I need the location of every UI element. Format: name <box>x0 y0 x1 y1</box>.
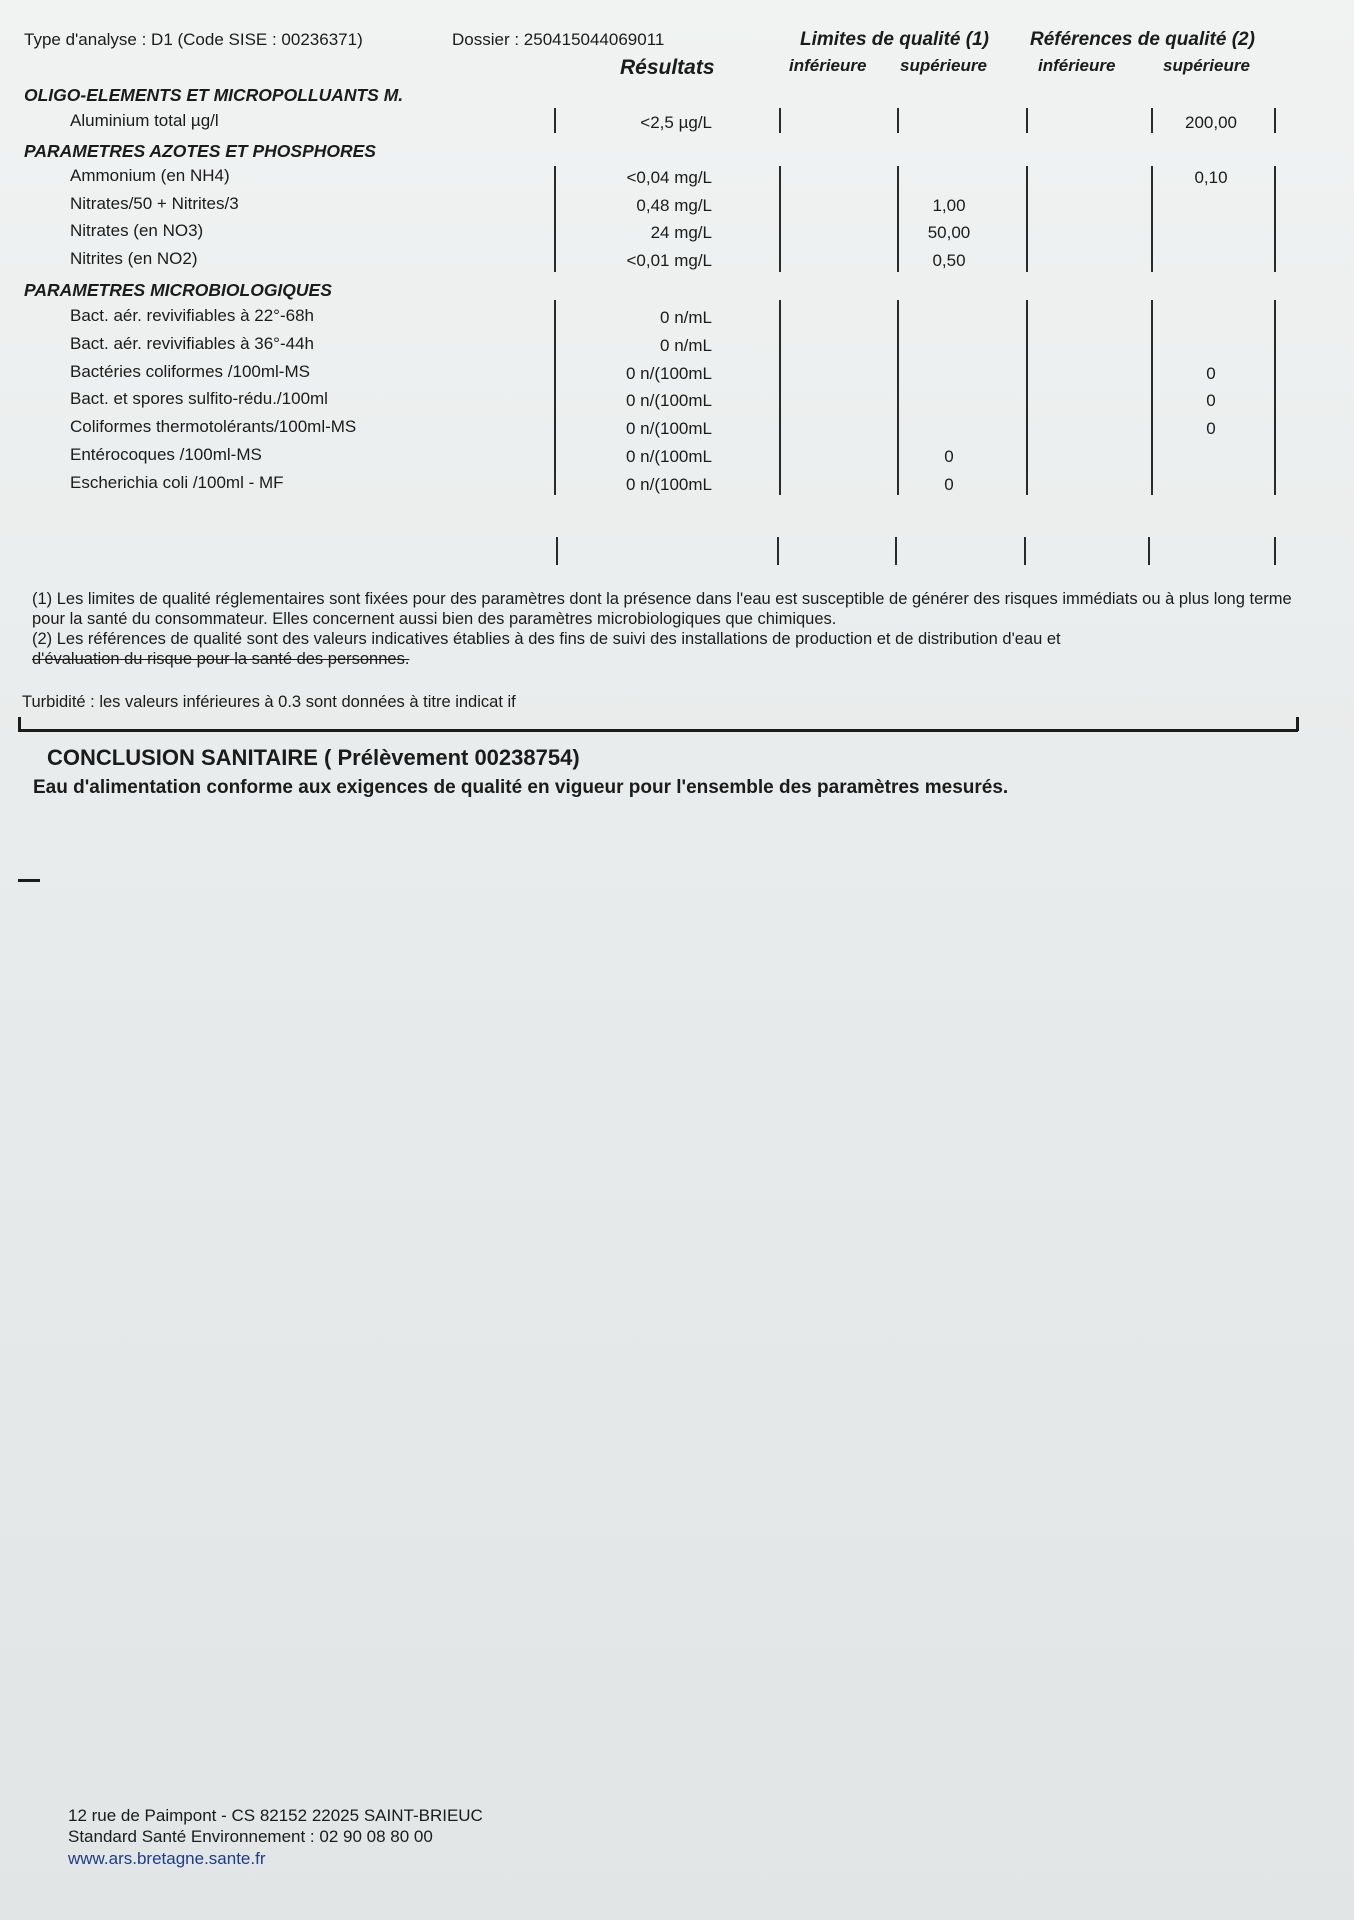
footnote-2-continued: d'évaluation du risque pour la santé des personnes. <box>32 650 410 668</box>
footer-website-link[interactable]: www.ars.bretagne.sante.fr <box>68 1849 266 1868</box>
limit-upper-value: 0 <box>944 447 954 466</box>
column-divider <box>556 537 558 565</box>
turbidity-note: Turbidité : les valeurs inférieures à 0.3 sont données à titre indicat if <box>22 693 516 711</box>
column-divider <box>1026 108 1028 133</box>
parameter-name: Ammonium (en NH4) <box>70 166 230 185</box>
limit-upper-value: 0 <box>944 475 954 494</box>
limits-lower-heading: inférieure <box>789 56 867 75</box>
footer-address: 12 rue de Paimpont - CS 82152 22025 SAINT-BRIEUC <box>68 1806 483 1825</box>
parameter-name: Bact. aér. revivifiables à 36°-44h <box>70 334 314 353</box>
parameter-name: Bact. aér. revivifiables à 22°-68h <box>70 306 314 325</box>
parameter-name: Nitrates/50 + Nitrites/3 <box>70 194 239 213</box>
section-title: PARAMETRES AZOTES ET PHOSPHORES <box>24 141 376 161</box>
result-value: 0 n/(100mL <box>626 419 712 438</box>
result-value: 0 n/mL <box>660 336 712 355</box>
section-separator <box>18 729 1298 732</box>
column-divider <box>779 166 781 272</box>
parameter-name: Bactéries coliformes /100ml-MS <box>70 362 310 381</box>
result-value: 0 n/(100mL <box>626 364 712 383</box>
margin-dash <box>18 879 40 882</box>
references-heading: Références de qualité (2) <box>1030 29 1255 50</box>
ref-upper-value: 200,00 <box>1185 113 1237 132</box>
parameter-name: Nitrites (en NO2) <box>70 249 198 268</box>
column-divider <box>895 537 897 565</box>
column-divider <box>777 537 779 565</box>
parameter-name: Escherichia coli /100ml - MF <box>70 473 284 492</box>
column-divider <box>1274 537 1276 565</box>
ref-upper-value: 0,10 <box>1194 168 1228 187</box>
column-divider <box>779 300 781 495</box>
column-divider <box>1274 108 1276 133</box>
analysis-type: Type d'analyse : D1 (Code SISE : 00236371) <box>24 30 363 49</box>
conclusion-title: CONCLUSION SANITAIRE ( Prélèvement 00238754) <box>47 745 580 770</box>
ref-upper-value: 0 <box>1206 419 1216 438</box>
column-divider <box>1151 166 1153 272</box>
result-value: <0,04 mg/L <box>626 168 712 187</box>
result-value: <0,01 mg/L <box>626 251 712 270</box>
result-value: 0 n/(100mL <box>626 475 712 494</box>
footnote-1: (1) Les limites de qualité réglementaires sont fixées pour des paramètres dont la présence dans l'eau est susceptible de générer des risques immédiats ou à plus long terme pour la santé du consommateur. Elles concernent aussi bien des paramètres microbiologiques que chimiques. <box>32 590 1292 628</box>
column-divider <box>897 166 899 272</box>
column-divider <box>1151 108 1153 133</box>
parameter-name: Entérocoques /100ml-MS <box>70 445 262 464</box>
limit-upper-value: 50,00 <box>927 223 971 242</box>
column-divider <box>1274 166 1276 272</box>
results-heading: Résultats <box>620 56 715 79</box>
column-divider <box>1026 300 1028 495</box>
column-divider <box>897 108 899 133</box>
column-divider <box>554 300 556 495</box>
column-divider <box>554 166 556 272</box>
result-value: 24 mg/L <box>650 223 712 242</box>
separator-right-tick <box>1296 717 1299 731</box>
result-value: 0 n/mL <box>660 308 712 327</box>
limits-heading: Limites de qualité (1) <box>800 29 989 50</box>
column-divider <box>1026 166 1028 272</box>
parameter-name: Coliformes thermotolérants/100ml-MS <box>70 417 357 436</box>
dossier-number: Dossier : 250415044069011 <box>452 30 665 49</box>
column-divider <box>779 108 781 133</box>
column-divider <box>1274 300 1276 495</box>
footnote-2: (2) Les références de qualité sont des valeurs indicatives établies à des fins de suivi des installations de production et de distribution d'eau et <box>32 630 1061 648</box>
column-divider <box>554 108 556 133</box>
section-title: OLIGO-ELEMENTS ET MICROPOLLUANTS M. <box>24 85 404 105</box>
parameter-name: Aluminium total µg/l <box>70 111 219 130</box>
column-divider <box>1151 300 1153 495</box>
limits-upper-heading: supérieure <box>900 56 987 75</box>
conclusion-text: Eau d'alimentation conforme aux exigences de qualité en vigueur pour l'ensemble des paramètres mesurés. <box>33 777 1009 798</box>
separator-left-tick <box>18 717 21 731</box>
parameter-name: Bact. et spores sulfito-rédu./100ml <box>70 389 328 408</box>
column-divider <box>897 300 899 495</box>
references-upper-heading: supérieure <box>1163 56 1250 75</box>
references-lower-heading: inférieure <box>1038 56 1116 75</box>
column-divider <box>1148 537 1150 565</box>
parameter-name: Nitrates (en NO3) <box>70 221 204 240</box>
section-title: PARAMETRES MICROBIOLOGIQUES <box>24 280 332 300</box>
result-value: 0 n/(100mL <box>626 391 712 410</box>
ref-upper-value: 0 <box>1206 391 1216 410</box>
ref-upper-value: 0 <box>1206 364 1216 383</box>
result-value: 0 n/(100mL <box>626 447 712 466</box>
result-value: 0,48 mg/L <box>636 196 712 215</box>
limit-upper-value: 0,50 <box>932 251 966 270</box>
footer-phone: Standard Santé Environnement : 02 90 08 80 00 <box>68 1827 433 1846</box>
result-value: <2,5 µg/L <box>640 113 712 132</box>
column-divider <box>1024 537 1026 565</box>
limit-upper-value: 1,00 <box>932 196 966 215</box>
